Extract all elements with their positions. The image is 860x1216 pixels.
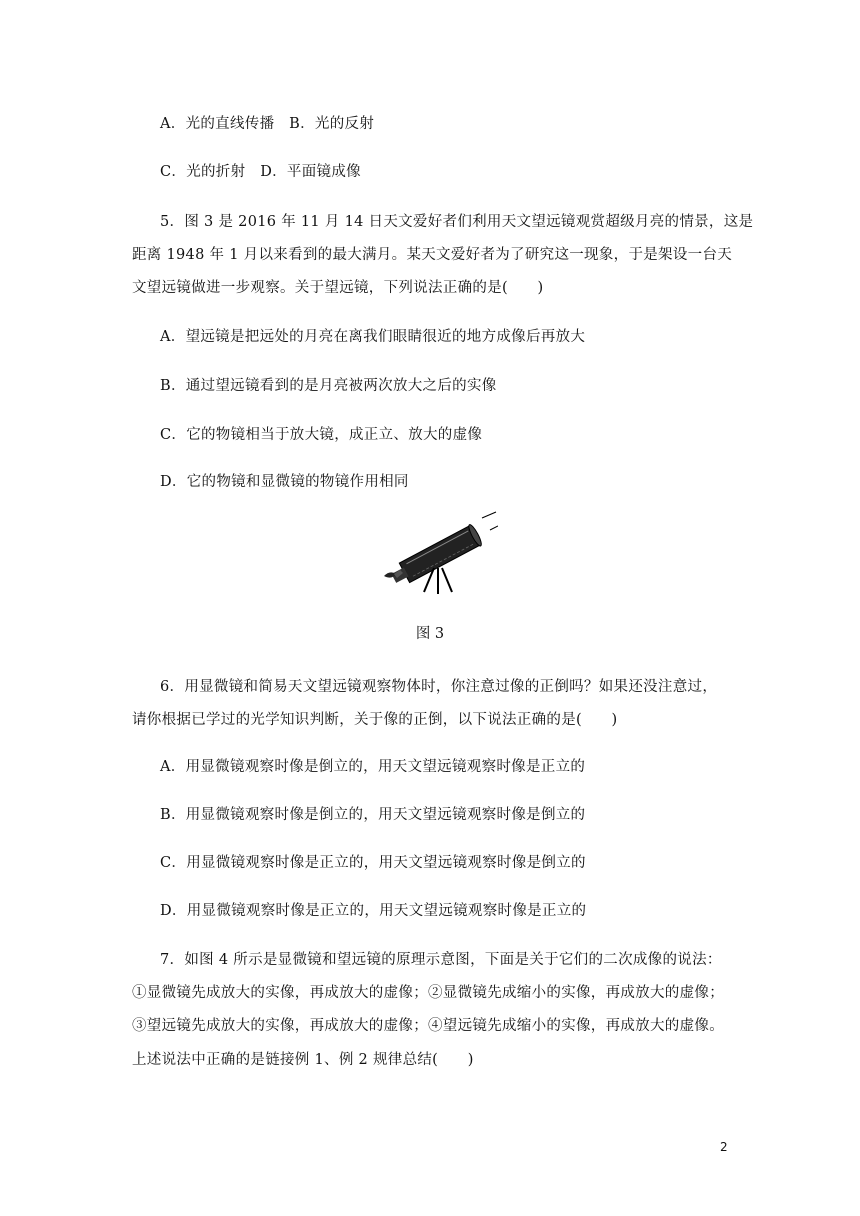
q7-stem-line2: ①显微镜先成放大的实像，再成放大的虚像；②显微镜先成缩小的实像，再成放大的虚像； (132, 985, 724, 1001)
q6-stem-line2: 请你根据已学过的光学知识判断，关于像的正倒，以下说法正确的是( ) (132, 712, 618, 728)
q5-stem-line3: 文望远镜做进一步观察。关于望远镜，下列说法正确的是( ) (132, 280, 544, 296)
q5-option-d: D．它的物镜和显微镜的物镜作用相同 (160, 474, 409, 490)
q6-stem-line1: 6．用显微镜和简易天文望远镜观察物体时，你注意过像的正倒吗？如果还没注意过， (160, 679, 718, 695)
q5-option-a: A．望远镜是把远处的月亮在离我们眼睛很近的地方成像后再放大 (160, 329, 586, 345)
q7-stem-line3: ③望远镜先成放大的实像，再成放大的虚像；④望远镜先成缩小的实像，再成放大的虚像。 (132, 1018, 724, 1034)
q6-option-a: A．用显微镜观察时像是倒立的，用天文望远镜观察时像是正立的 (160, 759, 586, 775)
telescope-icon (378, 510, 498, 600)
page-number: 2 (720, 1140, 728, 1154)
figure-caption: 图 3 (415, 626, 445, 642)
q7-stem-line4: 上述说法中正确的是链接例 1、例 2 规律总结( ) (132, 1052, 474, 1068)
q5-option-b: B．通过望远镜看到的是月亮被两次放大之后的实像 (160, 378, 497, 394)
q6-option-b: B．用显微镜观察时像是倒立的，用天文望远镜观察时像是倒立的 (160, 807, 586, 823)
q4-options-cd: C．光的折射 D．平面镜成像 (160, 164, 361, 180)
q5-stem-line1: 5．图 3 是 2016 年 11 月 14 日天文爱好者们利用天文望远镜观赏超级月亮的情景，这是 (160, 214, 754, 230)
q6-option-d: D．用显微镜观察时像是正立的，用天文望远镜观察时像是正立的 (160, 903, 587, 919)
q7-stem-line1: 7．如图 4 所示是显微镜和望远镜的原理示意图，下面是关于它们的二次成像的说法： (160, 952, 722, 968)
q6-option-c: C．用显微镜观察时像是正立的，用天文望远镜观察时像是倒立的 (160, 855, 586, 871)
q4-options-ab: A．光的直线传播 B．光的反射 (160, 116, 375, 132)
q5-stem-line2: 距离 1948 年 1 月以来看到的最大满月。某天文爱好者为了研究这一现象，于是架设一台天 (132, 247, 733, 263)
q5-option-c: C．它的物镜相当于放大镜，成正立、放大的虚像 (160, 427, 483, 443)
